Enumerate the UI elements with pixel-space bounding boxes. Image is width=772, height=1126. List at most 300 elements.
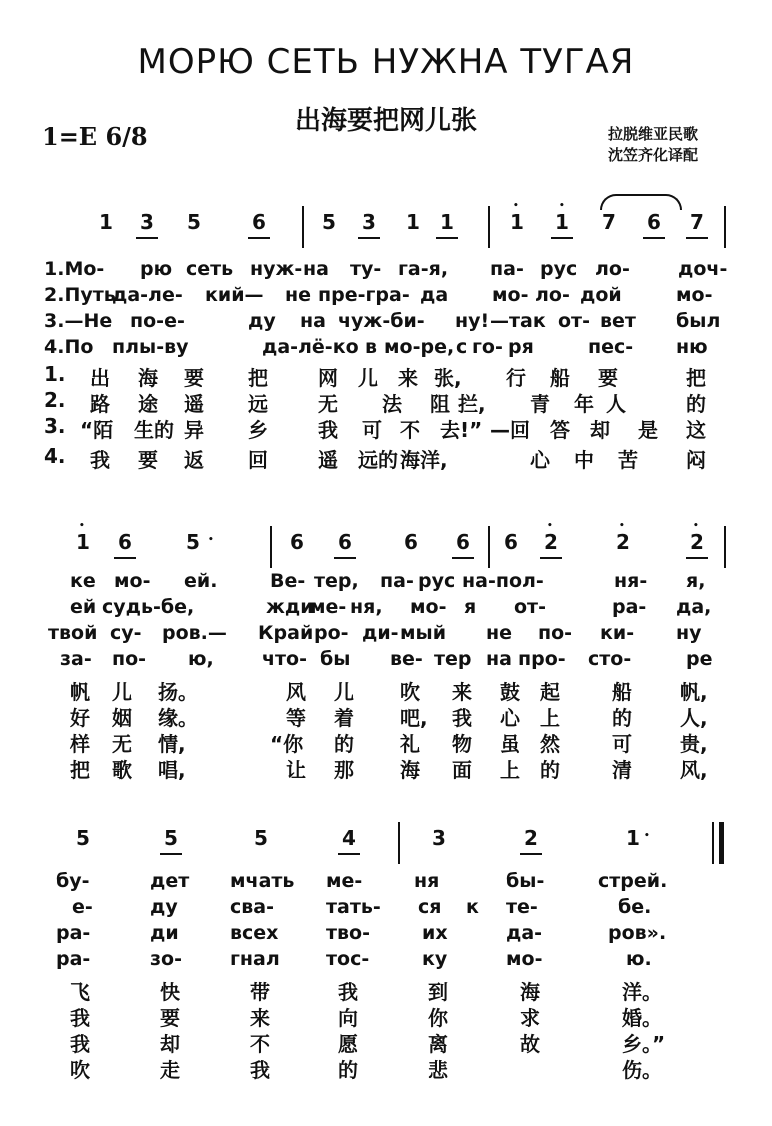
lyric-syllable: 的 (338, 1058, 358, 1082)
lyric-syllable: пес- (588, 336, 634, 358)
lyric-syllable: 3. (44, 414, 66, 438)
lyric-syllable: 求 (520, 1006, 540, 1030)
note: 3 (136, 210, 158, 239)
note: 1 (76, 530, 90, 554)
lyric-syllable: 人 (606, 392, 626, 416)
lyric-syllable: 乡 (248, 418, 268, 442)
lyric-syllable: тво- (326, 922, 370, 944)
lyric-syllable: 风, (680, 758, 708, 782)
lyric-syllable: по- (112, 648, 147, 670)
note: 5 (254, 826, 268, 850)
lyric-syllable: 把 (686, 366, 706, 390)
lyric-syllable: дет (150, 870, 190, 892)
bar-line (398, 822, 400, 864)
note: 1 (406, 210, 420, 234)
lyric-syllable: 我 (318, 418, 338, 442)
lyric-syllable: 可 (612, 732, 632, 756)
lyric-syllable: 愿 (338, 1032, 358, 1056)
lyric-line-ru-4 (0, 948, 772, 974)
lyric-syllable: 来 (250, 1006, 270, 1030)
lyric-syllable: да, (676, 596, 712, 618)
lyric-syllable: 船 (550, 366, 570, 390)
lyric-syllable: мо- (506, 948, 543, 970)
lyric-line-ru-2 (0, 596, 772, 622)
lyric-syllable: за- (60, 648, 92, 670)
lyric-syllable: ве- (390, 648, 423, 670)
lyric-line-zh-2 (0, 388, 772, 414)
lyric-syllable: 吹 (400, 680, 420, 704)
lyric-syllable: сеть (186, 258, 234, 280)
lyric-syllable: 飞 (70, 980, 90, 1004)
note: 5 (186, 530, 200, 554)
note: 5 (187, 210, 201, 234)
lyric-syllable: 我 (90, 448, 110, 472)
lyric-syllable: ме- (326, 870, 363, 892)
lyric-line-zh-3 (0, 1028, 772, 1054)
lyric-syllable: ро- (314, 622, 349, 644)
note: 1 (551, 210, 573, 239)
lyric-line-zh-1 (0, 676, 772, 702)
lyric-syllable: на (486, 648, 512, 670)
lyric-syllable: 样 (70, 732, 90, 756)
lyric-syllable: да-ле- (112, 284, 183, 306)
lyric-line-ru-3 (0, 310, 772, 336)
lyric-syllable: 帆, (680, 680, 708, 704)
lyric-syllable: ну (676, 622, 702, 644)
lyric-syllable: мый (400, 622, 447, 644)
title-chinese: 出海要把网儿张 (294, 106, 477, 136)
translator-label: 沈笠齐化译配 (608, 146, 699, 164)
lyric-syllable: 中 (574, 448, 594, 472)
note: 7 (602, 210, 616, 234)
lyric-syllable: 那 (334, 758, 354, 782)
origin-label: 拉脱维亚民歌 (608, 125, 699, 143)
lyric-syllable: 远 (248, 392, 268, 416)
lyric-syllable: ди- (362, 622, 399, 644)
lyric-syllable: тер (434, 648, 472, 670)
lyric-syllable: 却 (590, 418, 610, 442)
lyric-syllable: тос- (326, 948, 370, 970)
lyric-syllable: рус (418, 570, 456, 592)
lyric-syllable: на (300, 310, 326, 332)
lyric-syllable: сто- (588, 648, 632, 670)
lyric-syllable: 不 (250, 1032, 270, 1056)
lyric-syllable: 无 (318, 392, 338, 416)
lyric-syllable: всех (230, 922, 279, 944)
lyric-syllable: ло- (595, 258, 630, 280)
lyric-syllable: по- (538, 622, 573, 644)
lyric-syllable: 拦, (458, 392, 486, 416)
lyric-syllable: 等 (286, 706, 306, 730)
lyric-syllable: 4. (44, 444, 66, 468)
bar-line (488, 206, 490, 248)
lyric-syllable: бы- (506, 870, 545, 892)
lyric-syllable: 姻 (112, 706, 132, 730)
lyric-syllable: 张, (434, 366, 462, 390)
lyric-syllable: е- (72, 896, 93, 918)
lyric-syllable: 唱, (158, 758, 186, 782)
lyric-syllable: гнал (230, 948, 280, 970)
lyric-syllable: 海洋, (400, 448, 448, 472)
lyric-syllable: 1.Мо- (44, 258, 105, 280)
lyric-syllable: 远的 (358, 448, 398, 472)
lyric-syllable: 着 (334, 706, 354, 730)
lyric-syllable: 走 (160, 1058, 180, 1082)
lyric-syllable: 要 (138, 448, 158, 472)
lyric-syllable: 悲 (428, 1058, 448, 1082)
high-octave-dot: • (79, 521, 85, 531)
note: 6 (290, 530, 304, 554)
lyric-syllable: 上 (540, 706, 560, 730)
lyric-syllable: 无 (112, 732, 132, 756)
lyric-syllable: 异 (184, 418, 204, 442)
lyric-syllable: ня- (614, 570, 648, 592)
lyric-syllable: 我 (70, 1032, 90, 1056)
lyric-syllable: ся (418, 896, 442, 918)
lyric-syllable: 到 (428, 980, 448, 1004)
lyric-syllable: 海 (138, 366, 158, 390)
lyric-syllable: 的 (334, 732, 354, 756)
lyric-syllable: ров.— (162, 622, 227, 644)
lyric-syllable: 儿 (358, 366, 378, 390)
lyric-syllable: 我 (250, 1058, 270, 1082)
lyric-syllable: 可 (362, 418, 382, 442)
lyric-syllable: ров». (608, 922, 667, 944)
lyric-syllable: 帆 (70, 680, 90, 704)
lyric-syllable: ке (70, 570, 96, 592)
note: 4 (338, 826, 360, 855)
high-octave-dot: • (559, 201, 565, 211)
lyric-syllable: 贵, (680, 732, 708, 756)
lyric-line-zh-1 (0, 362, 772, 388)
lyric-syllable: —так (490, 310, 546, 332)
lyric-syllable: чуж-би- (338, 310, 425, 332)
lyric-syllable: 却 (160, 1032, 180, 1056)
note: 1 (626, 826, 640, 850)
lyric-syllable: 虽 (500, 732, 520, 756)
lyric-syllable: я, (686, 570, 706, 592)
lyric-syllable: 扬。 (158, 680, 198, 704)
lyric-syllable: доч- (678, 258, 728, 280)
lyric-syllable: 年 (574, 392, 594, 416)
note: 2 (520, 826, 542, 855)
music-system-1 (0, 201, 772, 472)
note: 2 (686, 530, 708, 559)
notes-row (0, 201, 772, 260)
lyric-line-zh-3 (0, 414, 772, 440)
lyric-syllable: 婚。 (622, 1006, 662, 1030)
lyric-syllable: бу- (56, 870, 90, 892)
lyric-line-ru-4 (0, 336, 772, 362)
note: 1 (510, 210, 524, 234)
bar-line (724, 206, 726, 248)
lyric-syllable: рус (540, 258, 578, 280)
lyric-syllable: 船 (612, 680, 632, 704)
lyric-syllable: 不 (400, 418, 420, 442)
lyric-syllable: 海 (400, 758, 420, 782)
lyric-syllable: 物 (452, 732, 472, 756)
lyric-syllable: 我 (452, 706, 472, 730)
lyric-line-ru-3 (0, 922, 772, 948)
lyric-line-zh-4 (0, 1054, 772, 1080)
lyric-line-ru-3 (0, 622, 772, 648)
lyric-syllable: 闷 (686, 448, 706, 472)
lyric-syllable: жди (266, 596, 314, 618)
lyric-syllable: пре-гра- (318, 284, 410, 306)
lyric-line-zh-2 (0, 702, 772, 728)
lyric-line-zh-2 (0, 1002, 772, 1028)
lyric-line-ru-1 (0, 870, 772, 896)
bar-line (488, 526, 490, 568)
lyric-syllable: ки- (600, 622, 635, 644)
lyric-syllable: мчать (230, 870, 295, 892)
lyric-syllable: 把 (70, 758, 90, 782)
key-signature: 1=E 6/8 (42, 122, 148, 151)
lyric-syllable: 的 (686, 392, 706, 416)
lyric-syllable: га-я, (398, 258, 449, 280)
lyric-syllable: 心 (530, 448, 550, 472)
lyric-syllable: ду (150, 896, 178, 918)
lyric-syllable: ку (422, 948, 448, 970)
final-bar-line-thick (719, 822, 724, 864)
note: 1 (99, 210, 113, 234)
lyric-syllable: не (285, 284, 312, 306)
lyric-syllable: 儿 (112, 680, 132, 704)
lyric-syllable: твой (48, 622, 98, 644)
lyric-syllable: 快 (160, 980, 180, 1004)
note: 6 (643, 210, 665, 239)
lyric-line-zh-4 (0, 754, 772, 780)
lyric-line-zh-1 (0, 976, 772, 1002)
lyric-syllable: 乡。” (622, 1032, 666, 1056)
lyric-syllable: су- (110, 622, 142, 644)
note: 3 (358, 210, 380, 239)
lyric-syllable: 青 (530, 392, 550, 416)
lyric-syllable: зо- (150, 948, 182, 970)
lyric-syllable: 洋。 (622, 980, 662, 1004)
lyric-syllable: 离 (428, 1032, 448, 1056)
lyric-syllable: 带 (250, 980, 270, 1004)
lyric-syllable: 向 (338, 1006, 358, 1030)
note: 2 (540, 530, 562, 559)
lyric-syllable: 面 (452, 758, 472, 782)
lyric-syllable: да (420, 284, 449, 306)
lyric-syllable: мо-ре, (384, 336, 455, 358)
lyric-syllable: с (456, 336, 468, 358)
lyric-syllable: 的 (540, 758, 560, 782)
lyric-syllable: по-е- (130, 310, 185, 332)
bar-line (270, 526, 272, 568)
lyric-syllable: 网 (318, 366, 338, 390)
lyric-syllable: 返 (184, 448, 204, 472)
lyric-syllable: мо- (676, 284, 713, 306)
lyric-syllable: 情, (158, 732, 186, 756)
lyric-syllable: 1. (44, 362, 66, 386)
lyric-syllable: 故 (520, 1032, 540, 1056)
lyric-syllable: ду (248, 310, 276, 332)
note: 2 (616, 530, 630, 554)
lyric-syllable: 心 (500, 706, 520, 730)
lyric-syllable: ме- (310, 596, 347, 618)
lyric-syllable: вет (600, 310, 636, 332)
lyric-syllable: к (466, 896, 479, 918)
note: 7 (686, 210, 708, 239)
lyric-syllable: от- (514, 596, 546, 618)
lyric-syllable: 2.Путь (44, 284, 116, 306)
lyric-line-zh-3 (0, 728, 772, 754)
lyric-syllable: кий— (205, 284, 264, 306)
lyric-syllable: Ве- (270, 570, 306, 592)
lyric-line-ru-2 (0, 896, 772, 922)
lyric-syllable: плы-ву (112, 336, 189, 358)
lyric-syllable: стрей. (598, 870, 668, 892)
note: 5 (160, 826, 182, 855)
lyric-syllable: бе. (618, 896, 652, 918)
lyric-syllable: 把 (248, 366, 268, 390)
bar-line (302, 206, 304, 248)
note: 3 (432, 826, 446, 850)
lyric-syllable: не (486, 622, 513, 644)
lyric-line-ru-4 (0, 648, 772, 674)
lyric-syllable: я (464, 596, 477, 618)
high-octave-dot: • (693, 521, 699, 531)
lyric-syllable: тер, (314, 570, 359, 592)
slur (600, 194, 682, 210)
final-bar-line (712, 822, 714, 864)
lyric-syllable: бы (320, 648, 351, 670)
lyric-syllable: 出 (90, 366, 110, 390)
note: 6 (404, 530, 418, 554)
note: 6 (504, 530, 518, 554)
lyric-syllable: ю. (626, 948, 652, 970)
lyric-syllable: 歌 (112, 758, 132, 782)
lyric-syllable: па- (380, 570, 414, 592)
lyric-syllable: лё-ко (298, 336, 359, 358)
lyric-syllable: ту- (350, 258, 382, 280)
title-russian: МОРЮ СЕТЬ НУЖНА ТУГАЯ (137, 42, 635, 82)
lyric-syllable: 伤。 (622, 1058, 662, 1082)
lyric-syllable: 去!” (440, 418, 483, 442)
lyric-syllable: ю, (188, 648, 214, 670)
lyric-syllable: на-пол- (462, 570, 544, 592)
lyric-syllable: судь-бе, (102, 596, 195, 618)
lyric-syllable: 鼓 (500, 680, 520, 704)
lyric-line-ru-2 (0, 284, 772, 310)
lyric-syllable: да- (506, 922, 543, 944)
credits (608, 124, 698, 166)
lyric-syllable: 然 (540, 732, 560, 756)
lyric-syllable: 遥 (184, 392, 204, 416)
lyric-syllable: ня, (350, 596, 383, 618)
bar-line (724, 526, 726, 568)
lyric-syllable: мо- (492, 284, 529, 306)
lyric-syllable: Край (258, 622, 314, 644)
lyric-syllable: 苦 (618, 448, 638, 472)
lyric-syllable: ня (414, 870, 440, 892)
lyric-syllable: 来 (452, 680, 472, 704)
lyric-syllable: 要 (184, 366, 204, 390)
lyric-syllable: 行 (506, 366, 526, 390)
lyric-syllable: ло- (535, 284, 570, 306)
lyric-syllable: 我 (338, 980, 358, 1004)
lyric-syllable: что- (262, 648, 307, 670)
lyric-syllable: 人, (680, 706, 708, 730)
lyric-syllable: в (365, 336, 378, 358)
lyric-syllable: 的 (612, 706, 632, 730)
lyric-syllable: 这 (686, 418, 706, 442)
lyric-syllable: дой (580, 284, 622, 306)
note: 5 (322, 210, 336, 234)
lyric-syllable: их (422, 922, 448, 944)
lyric-syllable: 遥 (318, 448, 338, 472)
augmentation-dot: • (644, 831, 650, 841)
lyric-syllable: 来 (398, 366, 418, 390)
note: 1 (436, 210, 458, 239)
augmentation-dot: • (208, 535, 214, 545)
high-octave-dot: • (513, 201, 519, 211)
lyric-syllable: ра- (612, 596, 647, 618)
lyric-syllable: 回 (248, 448, 268, 472)
lyric-syllable: 礼 (400, 732, 420, 756)
note: 6 (334, 530, 356, 559)
lyric-syllable: 上 (500, 758, 520, 782)
lyric-syllable: 海 (520, 980, 540, 1004)
lyric-syllable: от- (558, 310, 590, 332)
lyric-syllable: 让 (286, 758, 306, 782)
note: 5 (76, 826, 90, 850)
lyric-syllable: 好 (70, 706, 90, 730)
lyric-syllable: про- (518, 648, 566, 670)
lyric-syllable: па- (490, 258, 524, 280)
lyric-syllable: ра- (56, 922, 91, 944)
lyric-syllable: да- (262, 336, 299, 358)
lyric-syllable: 吹 (70, 1058, 90, 1082)
lyric-syllable: —回 (490, 418, 530, 442)
lyric-syllable: мо- (410, 596, 447, 618)
lyric-syllable: 是 (638, 418, 658, 442)
lyric-line-ru-1 (0, 570, 772, 596)
lyric-syllable: ре (686, 648, 713, 670)
lyric-syllable: 生的 (134, 418, 174, 442)
lyric-syllable: 吧, (400, 706, 428, 730)
lyric-syllable: 3.—Не (44, 310, 113, 332)
lyric-syllable: го- (472, 336, 503, 358)
lyric-syllable: 答 (550, 418, 570, 442)
high-octave-dot: • (547, 521, 553, 531)
lyric-syllable: 路 (90, 392, 110, 416)
lyric-syllable: 你 (428, 1006, 448, 1030)
high-octave-dot: • (619, 521, 625, 531)
lyric-syllable: 儿 (334, 680, 354, 704)
lyric-syllable: 法 (382, 392, 402, 416)
note: 6 (114, 530, 136, 559)
lyric-syllable: 2. (44, 388, 66, 412)
lyric-syllable: те- (506, 896, 538, 918)
lyric-syllable: нуж- (250, 258, 303, 280)
lyric-line-ru-1 (0, 258, 772, 284)
lyric-syllable: ей. (184, 570, 218, 592)
lyric-syllable: тать- (326, 896, 381, 918)
music-system-3 (0, 826, 772, 1082)
lyric-syllable: “你 (270, 732, 304, 756)
lyric-syllable: 要 (160, 1006, 180, 1030)
lyric-line-zh-4 (0, 444, 772, 470)
lyric-syllable: на (303, 258, 329, 280)
lyric-syllable: 我 (70, 1006, 90, 1030)
lyric-syllable: мо- (114, 570, 151, 592)
lyric-syllable: 起 (540, 680, 560, 704)
lyric-syllable: 途 (138, 392, 158, 416)
